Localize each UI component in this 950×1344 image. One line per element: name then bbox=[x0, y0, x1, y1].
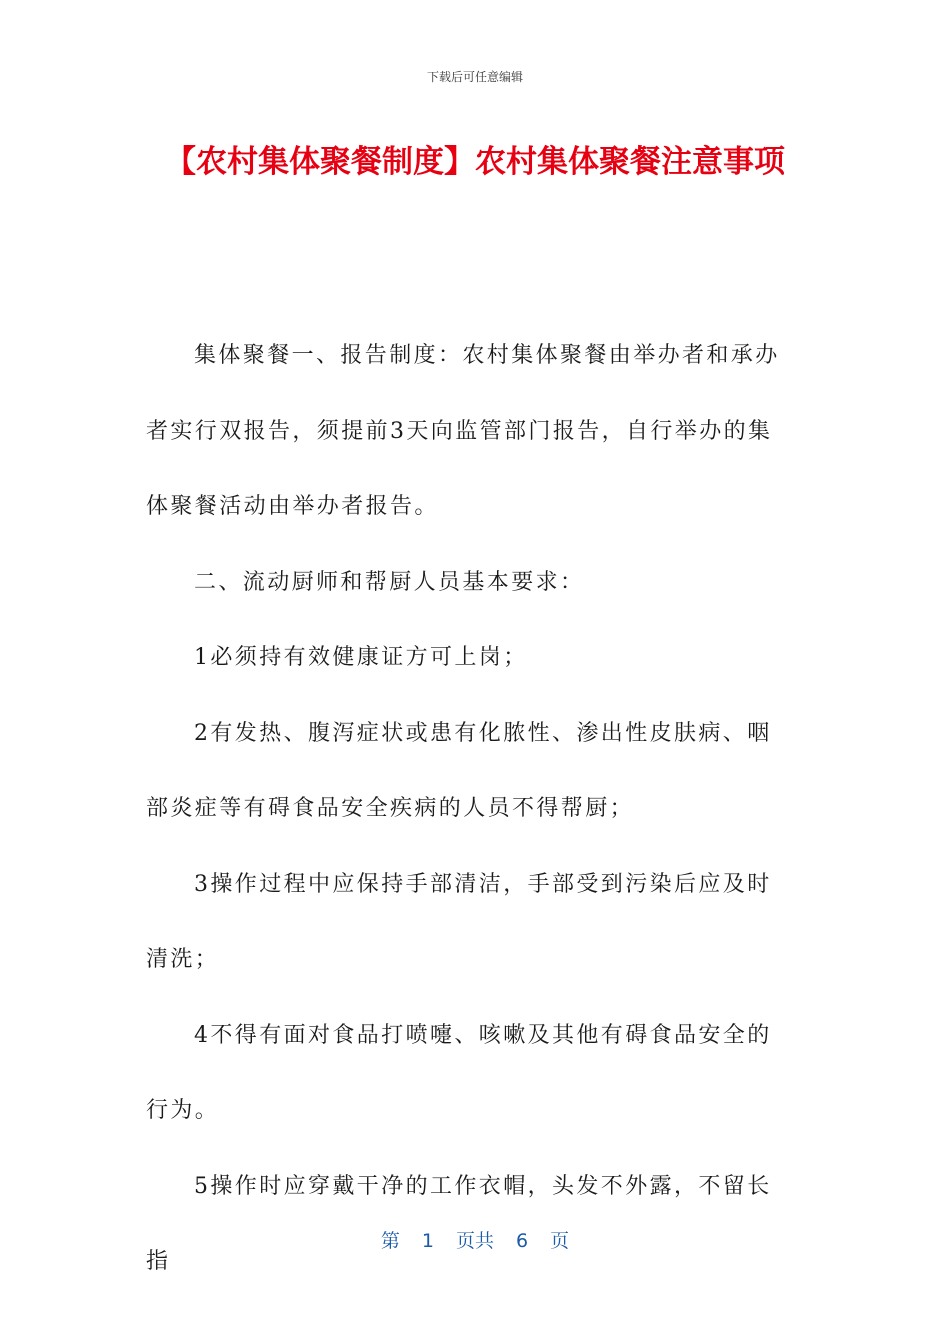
document-title: 【农村集体聚餐制度】农村集体聚餐注意事项 bbox=[165, 144, 785, 180]
paragraph-chef-requirements-heading: 二、流动厨师和帮厨人员基本要求： bbox=[194, 569, 585, 595]
document-body bbox=[146, 318, 792, 1300]
footer-page-label: 第 bbox=[380, 1230, 400, 1252]
footer-page-suffix: 页 bbox=[550, 1230, 570, 1252]
paragraph-item-2: 2有发热、腹泻症状或患有化脓性、渗出性皮肤病、咽部炎症等有碍食品安全疾病的人员不得帮厨； bbox=[146, 720, 772, 821]
paragraph-item-4: 4不得有面对食品打喷嚏、咳嗽及其他有碍食品安全的行为。 bbox=[146, 1022, 772, 1123]
paragraph-reporting-system: 集体聚餐一、报告制度：农村集体聚餐由举办者和承办者实行双报告，须提前3天向监管部门报告，自行举办的集体聚餐活动由举办者报告。 bbox=[146, 343, 780, 519]
footer-total-pages: 6 bbox=[516, 1230, 529, 1252]
header-note: 下载后可任意编辑 bbox=[426, 70, 523, 84]
footer-total-label: 页共 bbox=[455, 1230, 494, 1252]
page-footer bbox=[0, 1226, 950, 1253]
paragraph-item-1: 1必须持有效健康证方可上岗； bbox=[194, 645, 528, 670]
paragraph-item-3: 3操作过程中应保持手部清洁，手部受到污染后应及时清洗； bbox=[146, 871, 772, 972]
paragraph-item-5: 5操作时应穿戴干净的工作衣帽，头发不外露，不留长指 bbox=[146, 1173, 772, 1274]
footer-page-number: 1 bbox=[421, 1230, 434, 1252]
